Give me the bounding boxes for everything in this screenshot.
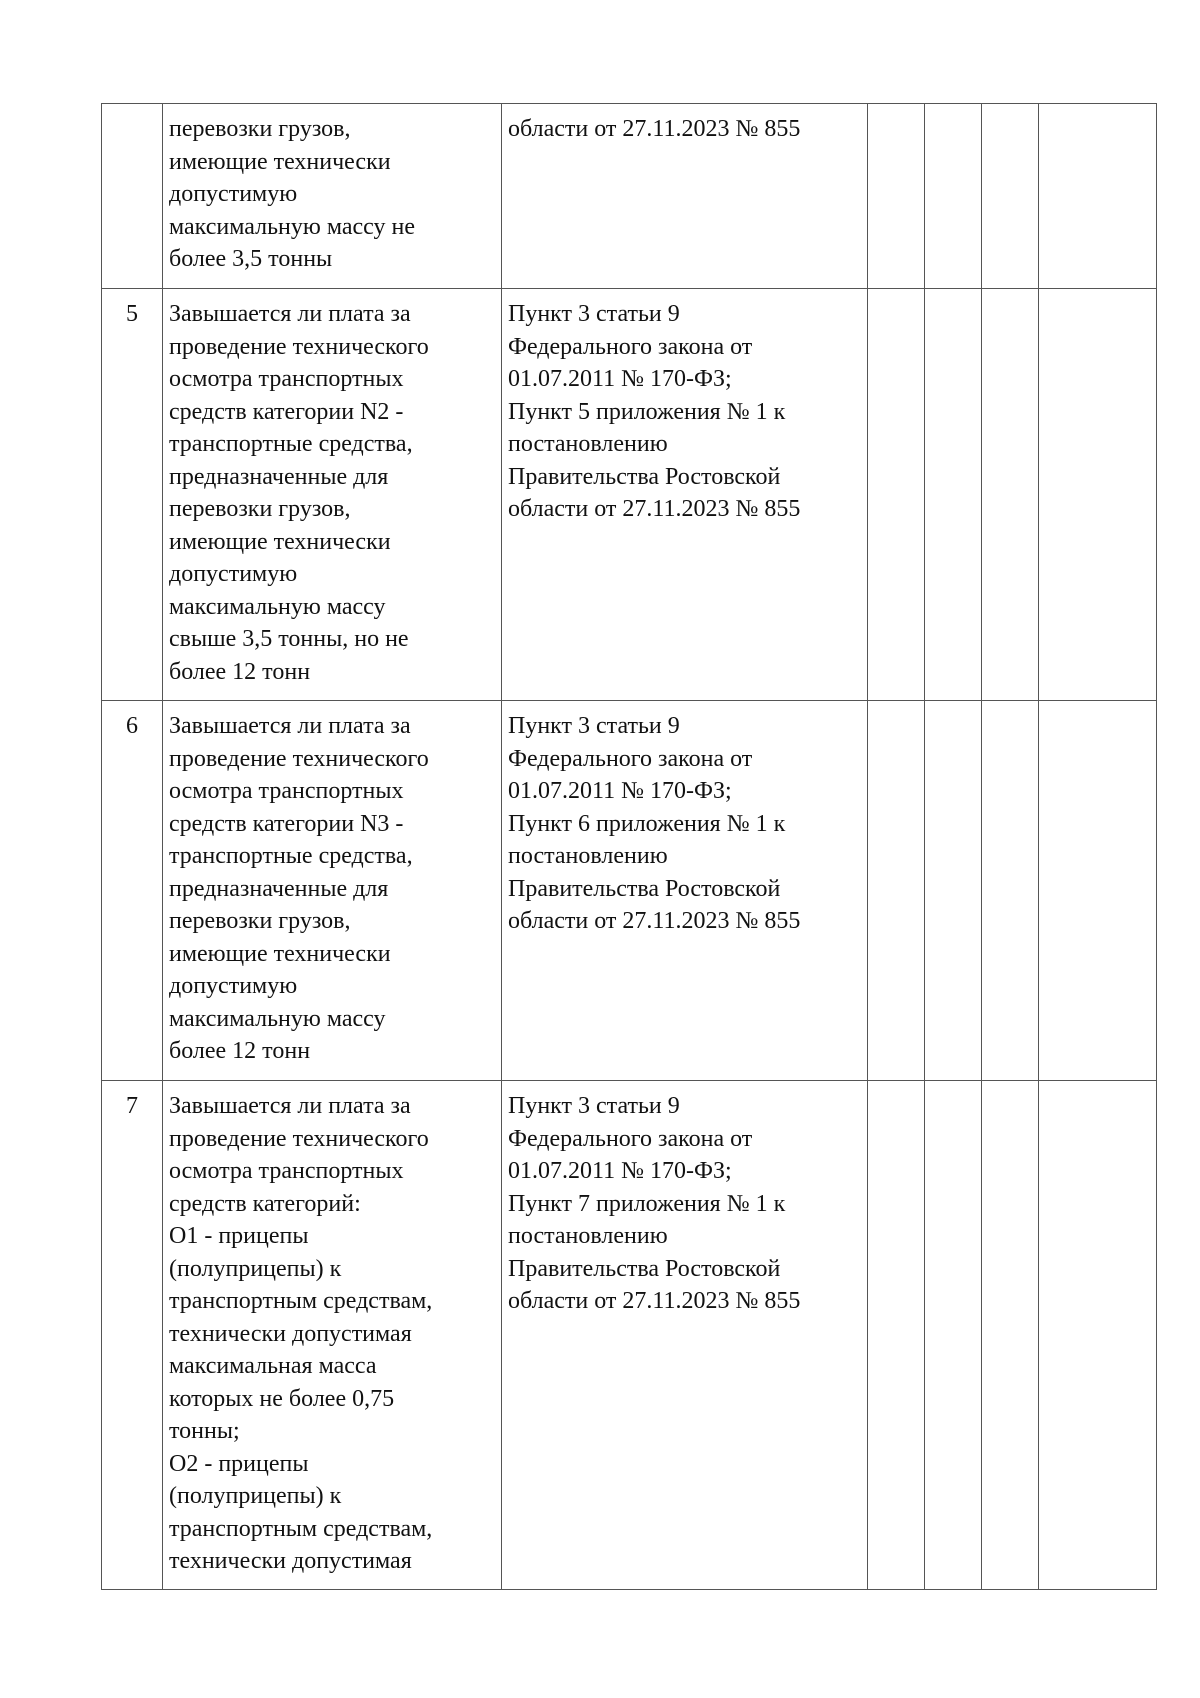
text-line: области от 27.11.2023 № 855 — [508, 496, 801, 522]
text-line: Пункт 6 приложения № 1 к — [508, 810, 786, 837]
text-line: максимальную массу — [169, 1005, 386, 1032]
answer-na-cell — [982, 104, 1039, 289]
text-line: предназначенные для — [169, 875, 389, 902]
row-number-cell: 5 — [102, 289, 163, 701]
text-line: максимальную массу не — [169, 213, 415, 240]
note-cell — [1039, 701, 1157, 1081]
text-line: Правительства Ростовской — [508, 463, 781, 490]
text-line: проведение технического — [169, 333, 429, 360]
text-line: допустимую — [169, 181, 298, 207]
checklist-table — [101, 103, 1157, 1590]
text-line: Завышается ли плата за — [169, 1093, 411, 1119]
note-cell — [1039, 104, 1157, 289]
text-line: Пункт 5 приложения № 1 к — [508, 398, 786, 425]
text-line: средств категории N3 - — [169, 810, 404, 837]
answer-na-cell — [982, 1081, 1039, 1590]
text-line: которых не более 0,75 — [169, 1385, 395, 1412]
text-line: осмотра транспортных — [169, 1158, 404, 1184]
legal-basis-cell — [502, 289, 868, 701]
text-line: области от 27.11.2023 № 855 — [508, 1288, 801, 1314]
row-number-cell: 7 — [102, 1081, 163, 1590]
answer-no-cell — [925, 289, 982, 701]
text-line: тонны; — [169, 1418, 240, 1444]
text-line: (полуприцепы) к — [169, 1483, 342, 1509]
text-line: области от 27.11.2023 № 855 — [508, 116, 801, 142]
text-line: перевозки грузов, — [169, 496, 351, 522]
text-line: более 12 тонн — [169, 658, 311, 685]
text-line: максимальную массу — [169, 593, 386, 620]
text-line: Завышается ли плата за — [169, 301, 411, 327]
text-line: постановлению — [508, 1223, 668, 1249]
legal-basis-cell — [502, 104, 868, 289]
text-line: постановлению — [508, 843, 668, 869]
note-cell — [1039, 1081, 1157, 1590]
text-line: O2 - прицепы — [169, 1450, 309, 1477]
text-line: допустимую — [169, 973, 298, 999]
question-cell — [163, 701, 502, 1081]
row-number-cell — [102, 104, 163, 289]
text-line: максимальная масса — [169, 1353, 377, 1379]
table-row-7 — [102, 1081, 1157, 1590]
text-line: 01.07.2011 № 170-ФЗ; — [508, 778, 732, 804]
text-line: Пункт 3 статьи 9 — [508, 301, 680, 327]
text-line: Завышается ли плата за — [169, 713, 411, 739]
text-line: Пункт 3 статьи 9 — [508, 1093, 680, 1119]
text-line: Правительства Ростовской — [508, 875, 781, 902]
text-line: перевозки грузов, — [169, 908, 351, 934]
row-number-cell: 6 — [102, 701, 163, 1081]
legal-basis-cell — [502, 701, 868, 1081]
text-line: предназначенные для — [169, 463, 389, 490]
question-cell — [163, 104, 502, 289]
text-line: свыше 3,5 тонны, но не — [169, 626, 409, 652]
text-line: постановлению — [508, 431, 668, 457]
text-line: области от 27.11.2023 № 855 — [508, 908, 801, 934]
text-line: имеющие технически — [169, 148, 391, 175]
question-cell — [163, 289, 502, 701]
text-line: более 12 тонн — [169, 1038, 311, 1064]
text-line: транспортные средства, — [169, 843, 413, 869]
text-line: проведение технического — [169, 745, 429, 772]
text-line: технически допустимая — [169, 1548, 412, 1574]
text-line: транспортным средствам, — [169, 1288, 433, 1314]
text-line: O1 - прицепы — [169, 1223, 309, 1249]
text-line: транспортным средствам, — [169, 1515, 433, 1542]
answer-na-cell — [982, 701, 1039, 1081]
table-row-5 — [102, 289, 1157, 701]
text-line: средств категории N2 - — [169, 398, 404, 425]
question-cell — [163, 1081, 502, 1590]
text-line: технически допустимая — [169, 1320, 412, 1347]
text-line: транспортные средства, — [169, 431, 413, 457]
text-line: перевозки грузов, — [169, 116, 351, 142]
table-row-6 — [102, 701, 1157, 1081]
text-line: имеющие технически — [169, 940, 391, 967]
text-line: Федерального закона от — [508, 333, 753, 360]
text-line: 01.07.2011 № 170-ФЗ; — [508, 366, 732, 392]
text-line: проведение технического — [169, 1125, 429, 1152]
text-line: осмотра транспортных — [169, 778, 404, 804]
answer-yes-cell — [868, 701, 925, 1081]
text-line: имеющие технически — [169, 528, 391, 555]
text-line: (полуприцепы) к — [169, 1255, 342, 1282]
legal-basis-cell — [502, 1081, 868, 1590]
answer-yes-cell — [868, 104, 925, 289]
answer-no-cell — [925, 104, 982, 289]
text-line: осмотра транспортных — [169, 366, 404, 392]
answer-na-cell — [982, 289, 1039, 701]
answer-yes-cell — [868, 1081, 925, 1590]
answer-yes-cell — [868, 289, 925, 701]
text-line: допустимую — [169, 561, 298, 587]
text-line: Пункт 3 статьи 9 — [508, 713, 680, 739]
text-line: Пункт 7 приложения № 1 к — [508, 1190, 786, 1217]
text-line: Федерального закона от — [508, 745, 753, 772]
text-line: Федерального закона от — [508, 1125, 753, 1152]
text-line: Правительства Ростовской — [508, 1255, 781, 1282]
note-cell — [1039, 289, 1157, 701]
answer-no-cell — [925, 701, 982, 1081]
answer-no-cell — [925, 1081, 982, 1590]
table-row-continuation — [102, 104, 1157, 289]
text-line: более 3,5 тонны — [169, 246, 333, 272]
text-line: средств категорий: — [169, 1190, 361, 1217]
text-line: 01.07.2011 № 170-ФЗ; — [508, 1158, 732, 1184]
